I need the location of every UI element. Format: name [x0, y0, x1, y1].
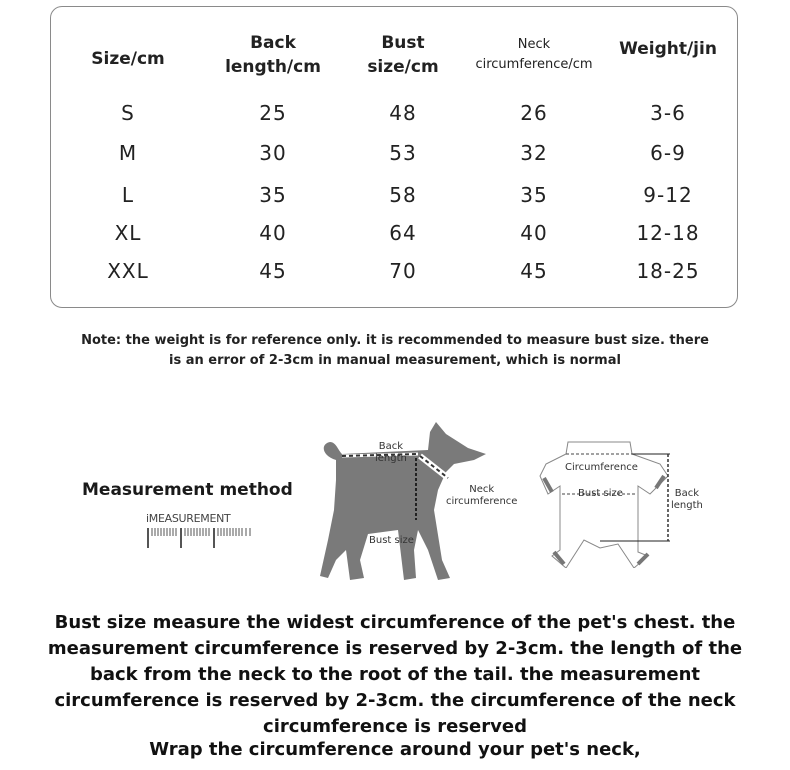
- row-neck: 26: [520, 101, 548, 125]
- garment-outline-icon: [538, 440, 678, 568]
- weight-note: [0, 331, 790, 371]
- description-line: measurement circumference is reserved by 2-3cm. the length of the: [47, 638, 743, 659]
- garment-back-length-line2: length: [671, 500, 703, 511]
- dog-bust-label: Bust size: [369, 535, 414, 546]
- row-back-length: 30: [259, 141, 287, 165]
- header-back-length-line1: Back: [250, 33, 296, 53]
- garment-circumference-label: Circumference: [565, 462, 638, 473]
- header-weight: [619, 37, 717, 61]
- measurement-logo-text: iMEASUREMENT: [146, 512, 231, 525]
- row-back-length: 25: [259, 101, 287, 125]
- dog-back-length-line2: length: [375, 453, 407, 464]
- garment-bust-label: Bust size: [578, 488, 623, 499]
- row-size: L: [121, 183, 135, 207]
- description-line: Bust size measure the widest circumference of the pet's chest. the: [54, 612, 736, 633]
- weight-note-line1: Note: the weight is for reference only. it is recommended to measure bust size. there: [81, 333, 709, 348]
- dog-neck-label: [446, 484, 517, 508]
- row-neck: 40: [520, 221, 548, 245]
- row-size: XL: [114, 221, 142, 245]
- header-size: [91, 47, 165, 71]
- row-weight: 18-25: [636, 259, 700, 283]
- row-weight: 3-6: [650, 101, 686, 125]
- dog-neck-line2: circumference: [446, 496, 518, 507]
- dog-back-length-line1: Back: [378, 441, 404, 452]
- row-bust-size: 70: [389, 259, 417, 283]
- header-bust-size-line1: Bust: [381, 33, 425, 53]
- row-neck: 45: [520, 259, 548, 283]
- row-neck: 32: [520, 141, 548, 165]
- header-back-length: [225, 31, 321, 79]
- header-size-label: Size/cm: [91, 49, 165, 69]
- row-back-length: 35: [259, 183, 287, 207]
- header-neck-line2: circumference/cm: [475, 57, 593, 72]
- garment-back-length-label: [671, 488, 703, 512]
- row-weight: 9-12: [643, 183, 693, 207]
- row-size: M: [118, 141, 138, 165]
- row-size: XXL: [107, 259, 149, 283]
- header-neck: [475, 35, 592, 75]
- row-bust-size: 53: [389, 141, 417, 165]
- header-bust-size: [367, 31, 438, 79]
- dog-back-length-label: [375, 441, 407, 465]
- header-back-length-line2: length/cm: [225, 57, 321, 77]
- row-weight: 12-18: [636, 221, 700, 245]
- description-line: back from the neck to the root of the tail. the measurement: [89, 664, 701, 685]
- row-bust-size: 48: [389, 101, 417, 125]
- row-bust-size: 64: [389, 221, 417, 245]
- row-bust-size: 58: [389, 183, 417, 207]
- row-back-length: 45: [259, 259, 287, 283]
- description-line: circumference is reserved by 2-3cm. the circumference of the neck: [54, 690, 736, 711]
- row-weight: 6-9: [650, 141, 686, 165]
- measurement-description: [0, 610, 790, 760]
- row-back-length: 40: [259, 221, 287, 245]
- row-size: S: [121, 101, 135, 125]
- description-line: Wrap the circumference around your pet's neck,: [149, 739, 641, 760]
- ruler-icon: [146, 528, 256, 550]
- measurement-method-title: Measurement method: [82, 480, 293, 500]
- dog-neck-line1: Neck: [469, 484, 495, 495]
- header-neck-line1: Neck: [517, 37, 551, 52]
- description-line: circumference is reserved: [263, 716, 527, 737]
- header-weight-label: Weight/jin: [619, 39, 717, 59]
- weight-note-line2: is an error of 2-3cm in manual measurement, which is normal: [169, 353, 621, 368]
- size-table: [50, 6, 738, 308]
- garment-back-length-line1: Back: [674, 488, 700, 499]
- row-neck: 35: [520, 183, 548, 207]
- header-bust-size-line2: size/cm: [367, 57, 439, 77]
